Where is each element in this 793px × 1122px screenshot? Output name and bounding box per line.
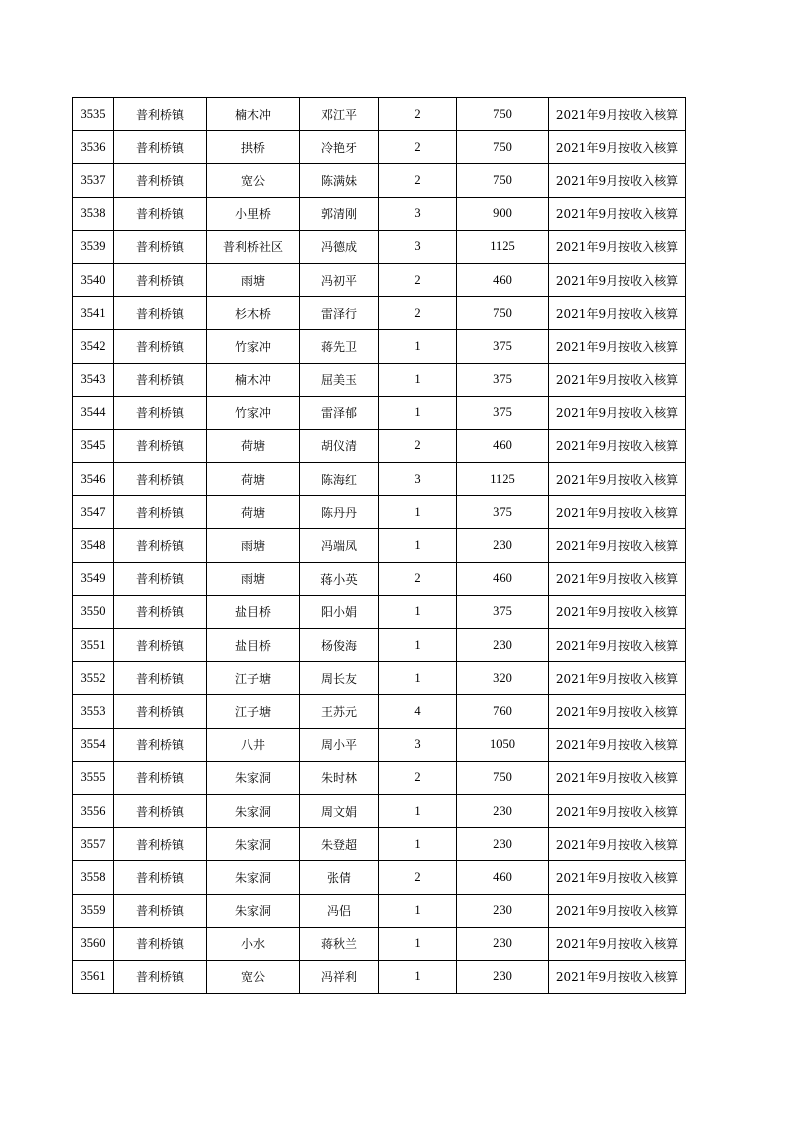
table-row [73, 662, 686, 695]
table-row [73, 131, 686, 164]
cell-note: 2021年9月按收入核算 [549, 197, 686, 230]
cell-name: 邓江平 [300, 98, 379, 131]
cell-town: 普利桥镇 [114, 529, 207, 562]
cell-count: 3 [379, 728, 457, 761]
cell-amount: 750 [457, 98, 549, 131]
table-row [73, 263, 686, 296]
cell-village: 江子塘 [207, 662, 300, 695]
cell-count: 3 [379, 197, 457, 230]
cell-amount: 1125 [457, 463, 549, 496]
cell-count: 2 [379, 164, 457, 197]
cell-town: 普利桥镇 [114, 960, 207, 993]
cell-name: 朱时林 [300, 761, 379, 794]
cell-village: 朱家洞 [207, 861, 300, 894]
cell-name: 雷泽郁 [300, 396, 379, 429]
table-row [73, 230, 686, 263]
cell-note: 2021年9月按收入核算 [549, 861, 686, 894]
table-row [73, 761, 686, 794]
cell-count: 1 [379, 828, 457, 861]
cell-name: 周小平 [300, 728, 379, 761]
cell-count: 1 [379, 927, 457, 960]
cell-name: 蒋秋兰 [300, 927, 379, 960]
cell-name: 胡仪清 [300, 429, 379, 462]
cell-note: 2021年9月按收入核算 [549, 429, 686, 462]
table-row [73, 529, 686, 562]
table-row [73, 463, 686, 496]
cell-id: 3540 [73, 263, 114, 296]
table-body [73, 98, 686, 994]
cell-id: 3548 [73, 529, 114, 562]
cell-amount: 230 [457, 794, 549, 827]
cell-name: 张倩 [300, 861, 379, 894]
cell-note: 2021年9月按收入核算 [549, 728, 686, 761]
cell-town: 普利桥镇 [114, 562, 207, 595]
cell-town: 普利桥镇 [114, 595, 207, 628]
cell-amount: 760 [457, 695, 549, 728]
cell-name: 周长友 [300, 662, 379, 695]
cell-amount: 1125 [457, 230, 549, 263]
cell-village: 江子塘 [207, 695, 300, 728]
cell-name: 冷艳牙 [300, 131, 379, 164]
cell-amount: 460 [457, 861, 549, 894]
cell-id: 3546 [73, 463, 114, 496]
cell-amount: 320 [457, 662, 549, 695]
cell-amount: 460 [457, 429, 549, 462]
table-row [73, 429, 686, 462]
cell-town: 普利桥镇 [114, 131, 207, 164]
cell-town: 普利桥镇 [114, 230, 207, 263]
cell-village: 竹家冲 [207, 330, 300, 363]
cell-name: 屈美玉 [300, 363, 379, 396]
cell-village: 宽公 [207, 960, 300, 993]
cell-count: 2 [379, 98, 457, 131]
cell-note: 2021年9月按收入核算 [549, 695, 686, 728]
cell-count: 1 [379, 794, 457, 827]
cell-town: 普利桥镇 [114, 164, 207, 197]
cell-note: 2021年9月按收入核算 [549, 529, 686, 562]
cell-town: 普利桥镇 [114, 98, 207, 131]
cell-name: 王苏元 [300, 695, 379, 728]
cell-note: 2021年9月按收入核算 [549, 396, 686, 429]
cell-town: 普利桥镇 [114, 728, 207, 761]
cell-town: 普利桥镇 [114, 297, 207, 330]
cell-village: 荷塘 [207, 429, 300, 462]
cell-id: 3561 [73, 960, 114, 993]
cell-amount: 375 [457, 363, 549, 396]
cell-note: 2021年9月按收入核算 [549, 828, 686, 861]
cell-town: 普利桥镇 [114, 429, 207, 462]
cell-amount: 460 [457, 263, 549, 296]
cell-id: 3537 [73, 164, 114, 197]
cell-village: 朱家洞 [207, 794, 300, 827]
cell-count: 1 [379, 529, 457, 562]
cell-village: 宽公 [207, 164, 300, 197]
cell-town: 普利桥镇 [114, 363, 207, 396]
cell-count: 3 [379, 463, 457, 496]
cell-count: 2 [379, 297, 457, 330]
cell-note: 2021年9月按收入核算 [549, 562, 686, 595]
cell-village: 盐目桥 [207, 629, 300, 662]
cell-name: 杨俊海 [300, 629, 379, 662]
table-row [73, 794, 686, 827]
cell-count: 1 [379, 894, 457, 927]
cell-village: 八井 [207, 728, 300, 761]
table-row [73, 629, 686, 662]
cell-note: 2021年9月按收入核算 [549, 662, 686, 695]
cell-amount: 375 [457, 330, 549, 363]
cell-village: 荷塘 [207, 463, 300, 496]
cell-amount: 750 [457, 131, 549, 164]
cell-note: 2021年9月按收入核算 [549, 463, 686, 496]
cell-note: 2021年9月按收入核算 [549, 263, 686, 296]
cell-name: 陈海红 [300, 463, 379, 496]
cell-village: 杉木桥 [207, 297, 300, 330]
table-row [73, 164, 686, 197]
cell-id: 3541 [73, 297, 114, 330]
cell-count: 2 [379, 861, 457, 894]
cell-amount: 230 [457, 828, 549, 861]
cell-amount: 230 [457, 894, 549, 927]
cell-town: 普利桥镇 [114, 662, 207, 695]
cell-village: 雨塘 [207, 263, 300, 296]
cell-note: 2021年9月按收入核算 [549, 496, 686, 529]
cell-count: 1 [379, 363, 457, 396]
cell-note: 2021年9月按收入核算 [549, 363, 686, 396]
cell-count: 1 [379, 330, 457, 363]
cell-count: 4 [379, 695, 457, 728]
cell-amount: 230 [457, 960, 549, 993]
cell-town: 普利桥镇 [114, 263, 207, 296]
table-row [73, 330, 686, 363]
cell-count: 3 [379, 230, 457, 263]
cell-count: 1 [379, 496, 457, 529]
cell-name: 冯端凤 [300, 529, 379, 562]
cell-amount: 230 [457, 629, 549, 662]
cell-id: 3542 [73, 330, 114, 363]
cell-name: 冯祥利 [300, 960, 379, 993]
cell-name: 蒋小英 [300, 562, 379, 595]
cell-town: 普利桥镇 [114, 396, 207, 429]
cell-note: 2021年9月按收入核算 [549, 960, 686, 993]
cell-id: 3545 [73, 429, 114, 462]
cell-note: 2021年9月按收入核算 [549, 98, 686, 131]
cell-count: 2 [379, 761, 457, 794]
cell-id: 3560 [73, 927, 114, 960]
cell-id: 3544 [73, 396, 114, 429]
table-row [73, 828, 686, 861]
cell-id: 3556 [73, 794, 114, 827]
cell-town: 普利桥镇 [114, 794, 207, 827]
cell-id: 3543 [73, 363, 114, 396]
cell-id: 3538 [73, 197, 114, 230]
cell-name: 冯侣 [300, 894, 379, 927]
cell-id: 3555 [73, 761, 114, 794]
cell-count: 1 [379, 960, 457, 993]
cell-town: 普利桥镇 [114, 894, 207, 927]
cell-note: 2021年9月按收入核算 [549, 629, 686, 662]
cell-amount: 230 [457, 927, 549, 960]
table-row [73, 960, 686, 993]
cell-note: 2021年9月按收入核算 [549, 164, 686, 197]
cell-amount: 750 [457, 761, 549, 794]
table-row [73, 396, 686, 429]
table-row [73, 595, 686, 628]
cell-name: 阳小娟 [300, 595, 379, 628]
cell-note: 2021年9月按收入核算 [549, 761, 686, 794]
cell-town: 普利桥镇 [114, 496, 207, 529]
cell-amount: 375 [457, 595, 549, 628]
cell-id: 3550 [73, 595, 114, 628]
cell-amount: 750 [457, 297, 549, 330]
table-row [73, 861, 686, 894]
cell-id: 3557 [73, 828, 114, 861]
cell-name: 冯德成 [300, 230, 379, 263]
table-row [73, 297, 686, 330]
cell-town: 普利桥镇 [114, 629, 207, 662]
table-row [73, 197, 686, 230]
cell-id: 3535 [73, 98, 114, 131]
cell-id: 3554 [73, 728, 114, 761]
cell-name: 雷泽行 [300, 297, 379, 330]
cell-amount: 750 [457, 164, 549, 197]
cell-town: 普利桥镇 [114, 861, 207, 894]
cell-name: 冯初平 [300, 263, 379, 296]
cell-village: 朱家洞 [207, 828, 300, 861]
cell-village: 朱家洞 [207, 761, 300, 794]
cell-amount: 230 [457, 529, 549, 562]
cell-village: 拱桥 [207, 131, 300, 164]
table-row [73, 728, 686, 761]
table-row [73, 894, 686, 927]
cell-id: 3549 [73, 562, 114, 595]
cell-village: 荷塘 [207, 496, 300, 529]
cell-village: 楠木冲 [207, 363, 300, 396]
cell-id: 3536 [73, 131, 114, 164]
cell-note: 2021年9月按收入核算 [549, 595, 686, 628]
cell-name: 朱登超 [300, 828, 379, 861]
cell-note: 2021年9月按收入核算 [549, 894, 686, 927]
cell-town: 普利桥镇 [114, 828, 207, 861]
cell-count: 1 [379, 629, 457, 662]
cell-town: 普利桥镇 [114, 463, 207, 496]
cell-name: 周文娟 [300, 794, 379, 827]
cell-town: 普利桥镇 [114, 197, 207, 230]
cell-count: 2 [379, 429, 457, 462]
table-row [73, 363, 686, 396]
table-row [73, 496, 686, 529]
cell-id: 3553 [73, 695, 114, 728]
cell-amount: 900 [457, 197, 549, 230]
cell-note: 2021年9月按收入核算 [549, 230, 686, 263]
cell-id: 3558 [73, 861, 114, 894]
cell-count: 1 [379, 396, 457, 429]
cell-village: 小水 [207, 927, 300, 960]
table-row [73, 927, 686, 960]
cell-amount: 375 [457, 396, 549, 429]
table-row [73, 562, 686, 595]
data-table [72, 97, 686, 994]
cell-town: 普利桥镇 [114, 927, 207, 960]
cell-id: 3559 [73, 894, 114, 927]
cell-id: 3547 [73, 496, 114, 529]
cell-note: 2021年9月按收入核算 [549, 794, 686, 827]
cell-amount: 460 [457, 562, 549, 595]
cell-name: 陈满妹 [300, 164, 379, 197]
table-row [73, 98, 686, 131]
cell-count: 2 [379, 562, 457, 595]
cell-name: 蒋先卫 [300, 330, 379, 363]
cell-id: 3552 [73, 662, 114, 695]
cell-village: 普利桥社区 [207, 230, 300, 263]
cell-village: 小里桥 [207, 197, 300, 230]
cell-count: 1 [379, 595, 457, 628]
cell-id: 3551 [73, 629, 114, 662]
cell-town: 普利桥镇 [114, 330, 207, 363]
cell-note: 2021年9月按收入核算 [549, 927, 686, 960]
cell-amount: 375 [457, 496, 549, 529]
cell-village: 盐目桥 [207, 595, 300, 628]
cell-town: 普利桥镇 [114, 761, 207, 794]
cell-village: 竹家冲 [207, 396, 300, 429]
cell-village: 楠木冲 [207, 98, 300, 131]
cell-count: 1 [379, 662, 457, 695]
cell-village: 雨塘 [207, 529, 300, 562]
cell-note: 2021年9月按收入核算 [549, 131, 686, 164]
cell-village: 雨塘 [207, 562, 300, 595]
cell-note: 2021年9月按收入核算 [549, 330, 686, 363]
cell-name: 陈丹丹 [300, 496, 379, 529]
cell-count: 2 [379, 263, 457, 296]
cell-note: 2021年9月按收入核算 [549, 297, 686, 330]
cell-amount: 1050 [457, 728, 549, 761]
cell-village: 朱家洞 [207, 894, 300, 927]
cell-name: 郭清刚 [300, 197, 379, 230]
cell-count: 2 [379, 131, 457, 164]
table-row [73, 695, 686, 728]
cell-id: 3539 [73, 230, 114, 263]
cell-town: 普利桥镇 [114, 695, 207, 728]
